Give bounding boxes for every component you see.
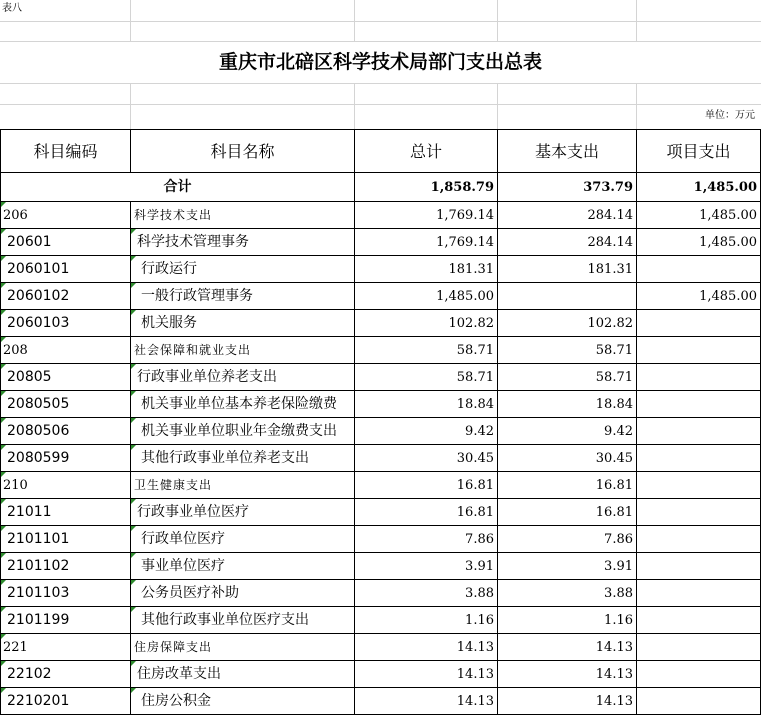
cell-basic-text: 18.84 <box>595 397 633 412</box>
text-number-marker-icon <box>131 256 136 261</box>
cell-project[interactable] <box>637 202 761 229</box>
empty-cell[interactable] <box>637 0 761 22</box>
header-project[interactable]: 项目支出 <box>637 129 761 173</box>
text-number-marker-icon <box>1 526 6 531</box>
cell-basic[interactable] <box>498 337 637 364</box>
empty-cell[interactable] <box>131 0 355 22</box>
cell-basic[interactable] <box>498 283 637 310</box>
cell-basic-text: 30.45 <box>595 451 633 466</box>
cell-project-text: 1,485.00 <box>699 208 757 223</box>
cell-code-text: 2060102 <box>7 288 70 304</box>
cell-project[interactable] <box>637 337 761 364</box>
text-number-marker-icon <box>131 688 136 693</box>
empty-cell[interactable] <box>498 84 637 105</box>
header-code[interactable]: 科目编码 <box>0 129 131 173</box>
cell-total[interactable] <box>355 607 498 634</box>
cell-name-text: 其他行政事业单位养老支出 <box>141 450 309 466</box>
cell-name[interactable] <box>131 445 355 472</box>
cell-total-text: 1,769.14 <box>436 235 494 250</box>
cell-project[interactable] <box>637 445 761 472</box>
table-row <box>0 310 761 337</box>
text-number-marker-icon <box>131 229 136 234</box>
cell-total-text: 3.91 <box>465 559 494 574</box>
cell-name[interactable] <box>131 391 355 418</box>
cell-basic[interactable] <box>498 688 637 715</box>
cell-total[interactable] <box>355 634 498 661</box>
cell-total-text: 30.45 <box>456 451 494 466</box>
cell-code-text: 20601 <box>7 234 52 250</box>
sheet-row-unit <box>0 105 761 129</box>
table-row <box>0 202 761 229</box>
cell-total-text: 16.81 <box>456 505 494 520</box>
cell-total[interactable] <box>355 526 498 553</box>
cell-total-text: 58.71 <box>456 370 494 385</box>
cell-code-text: 22102 <box>7 666 52 682</box>
cell-code[interactable] <box>0 283 131 310</box>
table-row <box>0 499 761 526</box>
table-header-row <box>0 129 761 173</box>
cell-total[interactable] <box>355 661 498 688</box>
cell-project[interactable] <box>637 634 761 661</box>
table-row <box>0 256 761 283</box>
cell-total[interactable] <box>355 580 498 607</box>
cell-code[interactable] <box>0 229 131 256</box>
cell-name[interactable] <box>131 229 355 256</box>
empty-cell[interactable] <box>498 0 637 22</box>
cell-project[interactable] <box>637 580 761 607</box>
cell-project-text: 1,485.00 <box>699 235 757 250</box>
cell-total-text: 16.81 <box>456 478 494 493</box>
cell-code-text: 208 <box>3 343 28 358</box>
sheet-row-title <box>0 42 761 84</box>
cell-code-text: 221 <box>3 640 28 655</box>
cell-basic[interactable] <box>498 256 637 283</box>
text-number-marker-icon <box>1 256 6 261</box>
cell-basic-text: 284.14 <box>587 235 633 250</box>
cell-name[interactable] <box>131 256 355 283</box>
cell-name-text: 科学技术支出 <box>134 208 213 222</box>
cell-basic-text: 1.16 <box>604 613 633 628</box>
cell-code[interactable] <box>0 607 131 634</box>
cell-basic[interactable] <box>498 391 637 418</box>
table-row <box>0 418 761 445</box>
cell-basic[interactable] <box>498 445 637 472</box>
table-row <box>0 472 761 499</box>
cell-total-text: 1,485.00 <box>436 289 494 304</box>
cell-basic-text: 102.82 <box>587 316 633 331</box>
cell-code[interactable] <box>0 391 131 418</box>
cell-name[interactable] <box>131 499 355 526</box>
cell-name-text: 机关服务 <box>141 315 197 331</box>
text-number-marker-icon <box>131 661 136 666</box>
cell-code[interactable] <box>0 580 131 607</box>
cell-total[interactable] <box>355 310 498 337</box>
cell-code-text: 2101103 <box>7 585 70 601</box>
cell-name-text: 住房公积金 <box>141 693 211 709</box>
cell-total[interactable] <box>355 445 498 472</box>
cell-basic[interactable] <box>498 634 637 661</box>
text-number-marker-icon <box>131 391 136 396</box>
cell-total[interactable] <box>355 229 498 256</box>
cell-code-text: 2080506 <box>7 423 70 439</box>
cell-code-text: 206 <box>3 208 28 223</box>
cell-name[interactable] <box>131 634 355 661</box>
cell-total[interactable] <box>355 364 498 391</box>
table-row <box>0 634 761 661</box>
cell-code[interactable] <box>0 472 131 499</box>
cell-name-text: 其他行政事业单位医疗支出 <box>141 612 309 628</box>
text-number-marker-icon <box>1 661 6 666</box>
cell-total-text: 9.42 <box>465 424 494 439</box>
cell-basic[interactable] <box>498 202 637 229</box>
total-sum[interactable]: 1,858.79 <box>355 173 498 202</box>
cell-project[interactable] <box>637 391 761 418</box>
text-number-marker-icon <box>1 553 6 558</box>
cell-name-text: 一般行政管理事务 <box>141 288 253 304</box>
table-row <box>0 391 761 418</box>
cell-total-text: 58.71 <box>456 343 494 358</box>
cell-name-text: 社会保障和就业支出 <box>134 343 252 357</box>
cell-project[interactable] <box>637 418 761 445</box>
text-number-marker-icon <box>1 310 6 315</box>
text-number-marker-icon <box>1 283 6 288</box>
text-number-marker-icon <box>1 391 6 396</box>
cell-total[interactable] <box>355 553 498 580</box>
cell-name-text: 行政事业单位养老支出 <box>137 369 277 385</box>
cell-basic-text: 3.88 <box>604 586 633 601</box>
cell-name[interactable] <box>131 661 355 688</box>
cell-total-text: 1.16 <box>465 613 494 628</box>
header-basic[interactable]: 基本支出 <box>498 129 637 173</box>
cell-name[interactable] <box>131 337 355 364</box>
cell-basic-text: 14.13 <box>595 640 633 655</box>
cell-code-text: 21011 <box>7 504 52 520</box>
cell-project[interactable] <box>637 526 761 553</box>
cell-project[interactable] <box>637 310 761 337</box>
header-total[interactable]: 总计 <box>355 129 498 173</box>
cell-project[interactable] <box>637 364 761 391</box>
cell-total-text: 102.82 <box>448 316 494 331</box>
cell-code[interactable] <box>0 553 131 580</box>
cell-project[interactable] <box>637 607 761 634</box>
text-number-marker-icon <box>1 229 6 234</box>
empty-cell[interactable] <box>131 84 355 105</box>
cell-total[interactable] <box>355 472 498 499</box>
cell-name[interactable] <box>131 202 355 229</box>
cell-code[interactable] <box>0 661 131 688</box>
cell-project[interactable] <box>637 661 761 688</box>
cell-basic[interactable] <box>498 499 637 526</box>
cell-total[interactable] <box>355 391 498 418</box>
empty-cell[interactable] <box>637 84 761 105</box>
cell-project[interactable] <box>637 472 761 499</box>
text-number-marker-icon <box>131 553 136 558</box>
cell-project[interactable] <box>637 688 761 715</box>
empty-cell[interactable] <box>131 22 355 42</box>
cell-name[interactable] <box>131 553 355 580</box>
cell-total-text: 181.31 <box>448 262 494 277</box>
cell-total-text: 14.13 <box>456 640 494 655</box>
empty-cell[interactable] <box>131 105 355 129</box>
table-row <box>0 553 761 580</box>
cell-basic-text: 284.14 <box>587 208 633 223</box>
empty-cell[interactable] <box>355 0 498 22</box>
cell-name[interactable] <box>131 310 355 337</box>
text-number-marker-icon <box>131 580 136 585</box>
text-number-marker-icon <box>1 445 6 450</box>
cell-code-text: 2101101 <box>7 531 70 547</box>
cell-basic[interactable] <box>498 526 637 553</box>
empty-cell[interactable] <box>498 22 637 42</box>
total-basic[interactable]: 373.79 <box>498 173 637 202</box>
cell-basic-text: 16.81 <box>595 505 633 520</box>
cell-basic[interactable] <box>498 661 637 688</box>
cell-basic-text: 16.81 <box>595 478 633 493</box>
text-number-marker-icon <box>131 445 136 450</box>
empty-cell[interactable] <box>498 105 637 129</box>
cell-code-text: 2101102 <box>7 558 70 574</box>
cell-name[interactable] <box>131 607 355 634</box>
text-number-marker-icon <box>131 526 136 531</box>
cell-code[interactable] <box>0 310 131 337</box>
table-row <box>0 661 761 688</box>
cell-code[interactable] <box>0 364 131 391</box>
unit-label[interactable]: 单位：万元 <box>705 110 755 121</box>
empty-cell[interactable] <box>355 22 498 42</box>
text-number-marker-icon <box>1 634 6 639</box>
cell-basic-text: 9.42 <box>604 424 633 439</box>
cell-total[interactable] <box>355 337 498 364</box>
cell-basic[interactable] <box>498 553 637 580</box>
cell-project[interactable] <box>637 229 761 256</box>
cell-total[interactable] <box>355 202 498 229</box>
text-number-marker-icon <box>1 499 6 504</box>
table-row <box>0 283 761 310</box>
text-number-marker-icon <box>1 580 6 585</box>
cell-basic[interactable] <box>498 607 637 634</box>
cell-total-text: 7.86 <box>465 532 494 547</box>
cell-name-text: 住房保障支出 <box>134 640 213 654</box>
cell-name[interactable] <box>131 472 355 499</box>
sheet-row-blank <box>0 84 761 105</box>
table-row <box>0 688 761 715</box>
cell-code[interactable] <box>0 688 131 715</box>
cell-basic-text: 58.71 <box>595 343 633 358</box>
cell-name[interactable] <box>131 418 355 445</box>
table-row <box>0 580 761 607</box>
cell-name-text: 机关事业单位职业年金缴费支出 <box>141 423 337 439</box>
table-row <box>0 445 761 472</box>
page-title[interactable]: 重庆市北碚区科学技术局部门支出总表 <box>0 42 761 84</box>
cell-total-text: 14.13 <box>456 694 494 709</box>
text-number-marker-icon <box>1 337 6 342</box>
cell-basic-text: 181.31 <box>587 262 633 277</box>
table-row <box>0 229 761 256</box>
empty-cell[interactable] <box>355 84 498 105</box>
header-name[interactable]: 科目名称 <box>131 129 355 173</box>
cell-total[interactable] <box>355 418 498 445</box>
cell-project-text: 1,485.00 <box>699 289 757 304</box>
cell-code[interactable] <box>0 202 131 229</box>
cell-name-text: 行政单位医疗 <box>141 531 225 547</box>
cell-total-text: 18.84 <box>456 397 494 412</box>
cell-code-text: 2060103 <box>7 315 70 331</box>
cell-total[interactable] <box>355 256 498 283</box>
cell-code[interactable] <box>0 499 131 526</box>
cell-name-text: 科学技术管理事务 <box>137 234 249 250</box>
table-total-row <box>0 173 761 202</box>
cell-code-text: 210 <box>3 478 28 493</box>
cell-name-text: 事业单位医疗 <box>141 558 225 574</box>
table-row <box>0 364 761 391</box>
text-number-marker-icon <box>131 283 136 288</box>
empty-cell[interactable] <box>0 22 131 42</box>
cell-code-text: 20805 <box>7 369 52 385</box>
sheet-note[interactable]: 表八 <box>0 0 131 22</box>
text-number-marker-icon <box>131 418 136 423</box>
total-label[interactable]: 合计 <box>0 173 355 202</box>
cell-name-text: 卫生健康支出 <box>134 478 213 492</box>
cell-code-text: 2080505 <box>7 396 70 412</box>
sheet-row-blank <box>0 22 761 42</box>
table-row <box>0 607 761 634</box>
cell-code-text: 2080599 <box>7 450 70 466</box>
cell-basic-text: 14.13 <box>595 667 633 682</box>
table-row <box>0 526 761 553</box>
cell-code[interactable] <box>0 634 131 661</box>
cell-code-text: 2210201 <box>7 693 70 709</box>
cell-total[interactable] <box>355 499 498 526</box>
text-number-marker-icon <box>1 472 6 477</box>
text-number-marker-icon <box>131 607 136 612</box>
cell-code-text: 2101199 <box>7 612 70 628</box>
cell-basic[interactable] <box>498 364 637 391</box>
text-number-marker-icon <box>1 202 6 207</box>
text-number-marker-icon <box>1 688 6 693</box>
cell-name-text: 机关事业单位基本养老保险缴费 <box>141 396 337 412</box>
cell-basic-text: 7.86 <box>604 532 633 547</box>
cell-name-text: 住房改革支出 <box>137 666 221 682</box>
text-number-marker-icon <box>1 607 6 612</box>
cell-project[interactable] <box>637 553 761 580</box>
cell-name-text: 行政运行 <box>141 261 197 277</box>
cell-project[interactable] <box>637 499 761 526</box>
empty-cell[interactable] <box>0 105 131 129</box>
text-number-marker-icon <box>131 364 136 369</box>
empty-cell[interactable] <box>637 22 761 42</box>
cell-basic-text: 3.91 <box>604 559 633 574</box>
cell-total[interactable] <box>355 283 498 310</box>
cell-total-text: 1,769.14 <box>436 208 494 223</box>
text-number-marker-icon <box>131 310 136 315</box>
cell-code[interactable] <box>0 445 131 472</box>
cell-code[interactable] <box>0 337 131 364</box>
sheet-row-note <box>0 0 761 22</box>
cell-code-text: 2060101 <box>7 261 70 277</box>
cell-name[interactable] <box>131 364 355 391</box>
text-number-marker-icon <box>1 418 6 423</box>
empty-cell[interactable] <box>355 105 498 129</box>
cell-name[interactable] <box>131 688 355 715</box>
cell-basic[interactable] <box>498 229 637 256</box>
empty-cell[interactable] <box>0 84 131 105</box>
cell-code[interactable] <box>0 418 131 445</box>
cell-basic-text: 58.71 <box>595 370 633 385</box>
cell-name-text: 公务员医疗补助 <box>141 585 239 601</box>
cell-total-text: 3.88 <box>465 586 494 601</box>
table-row <box>0 337 761 364</box>
cell-basic[interactable] <box>498 472 637 499</box>
cell-basic-text: 14.13 <box>595 694 633 709</box>
cell-name-text: 行政事业单位医疗 <box>137 504 249 520</box>
total-project[interactable]: 1,485.00 <box>637 173 761 202</box>
cell-name[interactable] <box>131 283 355 310</box>
cell-total[interactable] <box>355 688 498 715</box>
text-number-marker-icon <box>1 364 6 369</box>
text-number-marker-icon <box>131 499 136 504</box>
cell-basic[interactable] <box>498 580 637 607</box>
cell-total-text: 14.13 <box>456 667 494 682</box>
cell-basic[interactable] <box>498 418 637 445</box>
cell-project[interactable] <box>637 256 761 283</box>
cell-basic[interactable] <box>498 310 637 337</box>
cell-name[interactable] <box>131 580 355 607</box>
cell-name[interactable] <box>131 526 355 553</box>
cell-project[interactable] <box>637 283 761 310</box>
cell-code[interactable] <box>0 526 131 553</box>
cell-code[interactable] <box>0 256 131 283</box>
